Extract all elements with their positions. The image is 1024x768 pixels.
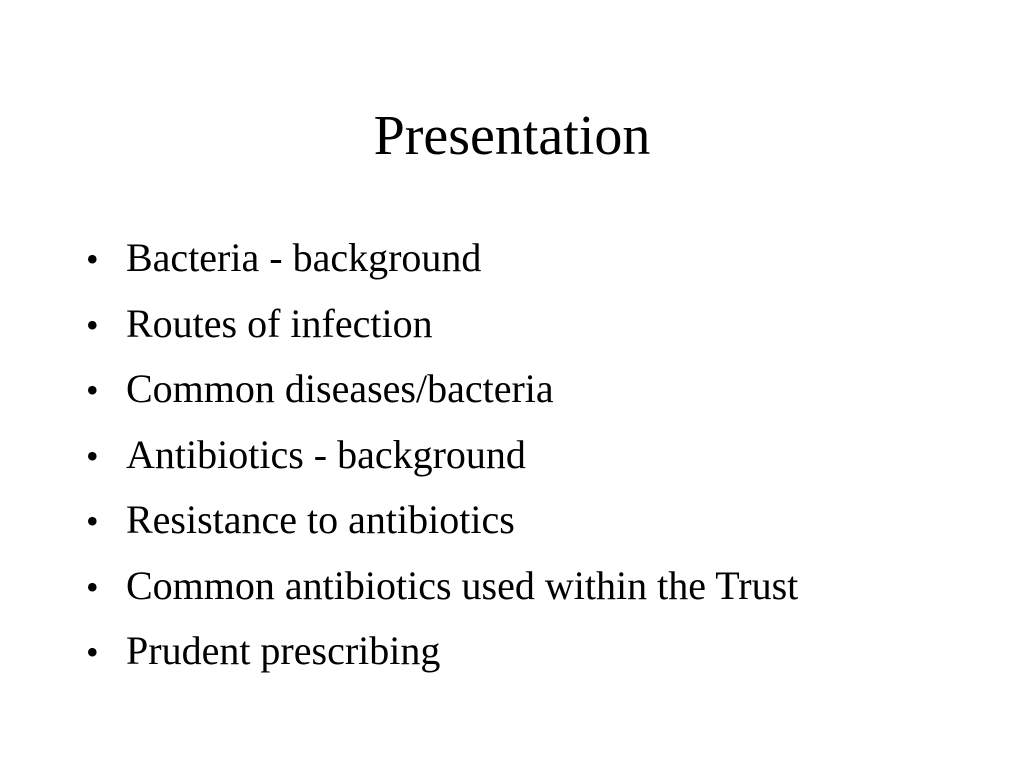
list-item [86, 422, 798, 488]
list-item [86, 291, 798, 357]
bullet-text: Routes of infection [126, 300, 433, 346]
bullet-dot-icon: • [86, 239, 99, 279]
bullet-text: Common antibiotics used within the Trust [126, 562, 799, 608]
list-item [86, 487, 798, 553]
bullet-text: Resistance to antibiotics [126, 497, 515, 542]
list-item [86, 356, 798, 422]
bullet-dot-icon: • [86, 304, 99, 345]
slide-title: Presentation [373, 105, 651, 167]
bullet-text: Bacteria - background [126, 235, 482, 280]
list-item [86, 225, 798, 291]
bullet-dot-icon: • [86, 435, 99, 476]
bullet-text: Prudent prescribing [126, 628, 441, 673]
bullet-dot-icon: • [86, 370, 99, 410]
list-item [86, 618, 798, 684]
bullet-dot-icon: • [86, 632, 99, 672]
bullet-text: Common diseases/bacteria [126, 366, 554, 411]
bullet-list [86, 225, 798, 684]
bullet-dot-icon: • [86, 566, 99, 607]
bullet-text: Antibiotics - background [126, 431, 526, 477]
bullet-dot-icon: • [86, 501, 99, 541]
list-item [86, 553, 798, 619]
